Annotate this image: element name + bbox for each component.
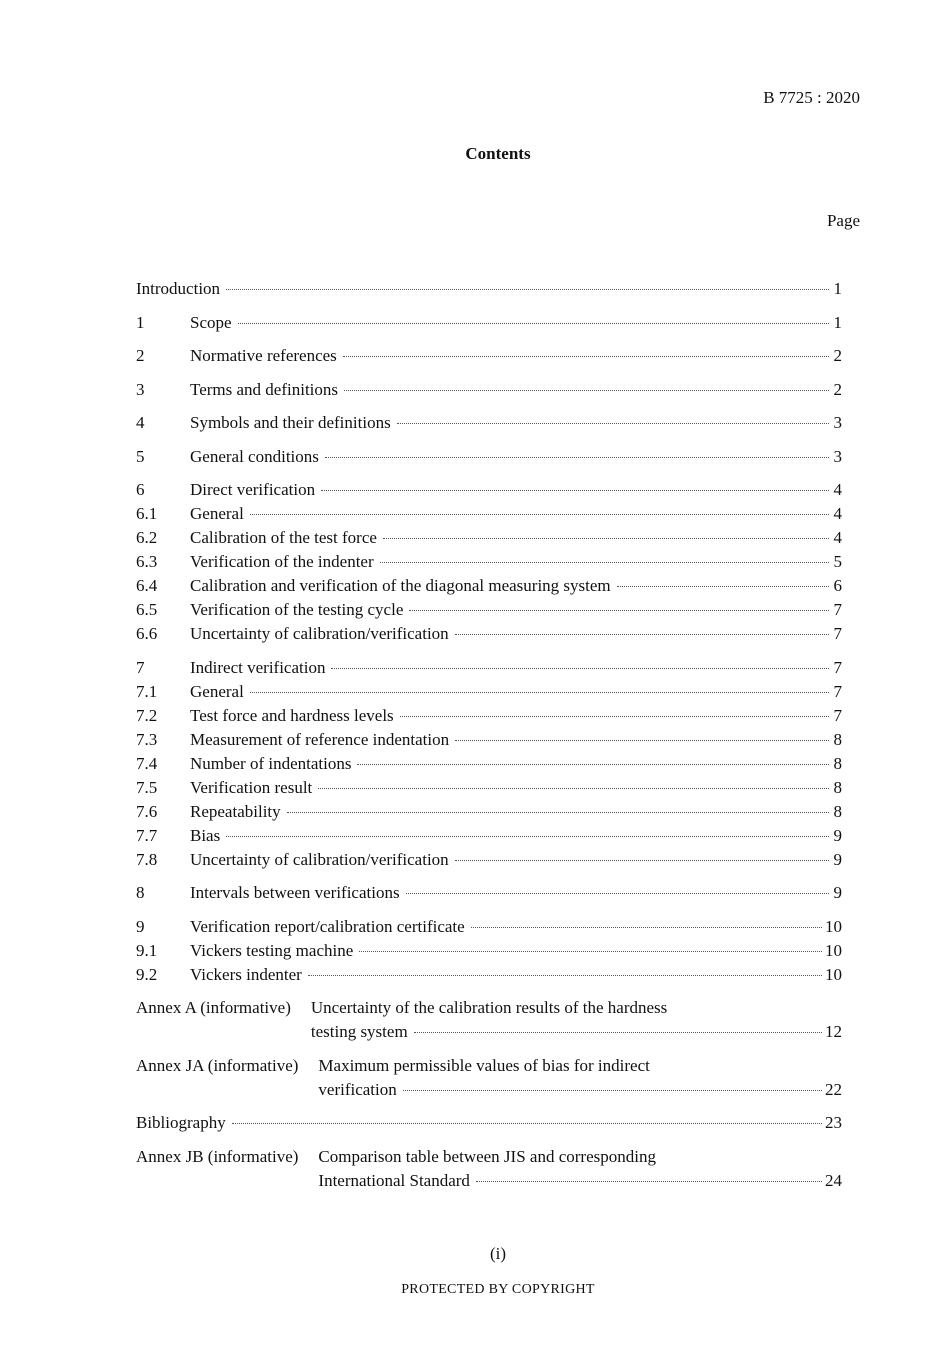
dot-leader — [409, 610, 829, 611]
toc-entry-number: 6.3 — [136, 552, 158, 571]
toc-entry-number: 7.2 — [136, 705, 158, 725]
toc-entry-page: 10 — [825, 940, 842, 960]
toc-entry-number: 7.1 — [136, 681, 158, 701]
toc-entry[interactable] — [136, 344, 842, 368]
annex-jb-body — [298, 1145, 842, 1193]
toc-entry[interactable] — [136, 848, 842, 872]
toc-entry-number: 9.1 — [136, 940, 158, 960]
toc-entry-number: 9.2 — [136, 964, 158, 984]
toc-entry-title: Symbols and their definitions — [190, 413, 391, 432]
toc-entry-page: 3 — [833, 446, 842, 466]
dot-leader — [414, 1032, 822, 1033]
annex-ja-body — [298, 1054, 842, 1102]
dot-leader — [380, 562, 829, 563]
toc-entry-title: Bias — [190, 825, 221, 845]
footer-copyright: PROTECTED BY COPYRIGHT — [401, 1282, 595, 1297]
dot-leader — [226, 836, 829, 837]
toc-entry-page: 7 — [833, 624, 842, 643]
toc-entry-title: General conditions — [190, 446, 319, 466]
toc-entry-page: 8 — [833, 777, 842, 797]
toc-entry[interactable] — [136, 311, 842, 335]
page-title: Contents — [465, 144, 531, 163]
toc-entry-page: 10 — [825, 964, 842, 984]
toc-entry-title: Indirect verification — [190, 657, 326, 677]
footer-page-number: (i) — [489, 1244, 507, 1263]
dot-leader — [226, 289, 829, 290]
annex-a-body — [291, 996, 842, 1044]
toc-entry-annex-ja[interactable] — [136, 1054, 842, 1102]
toc-entry-page: 4 — [833, 528, 842, 547]
toc-entry-page: 7 — [833, 657, 842, 677]
dot-leader — [318, 788, 829, 789]
annex-ja-title-line2: verification — [318, 1079, 397, 1099]
toc-entry-title: Intervals between verifications — [190, 883, 400, 902]
dot-leader — [331, 668, 829, 669]
annex-jb-label: Annex JB (informative) — [136, 1146, 299, 1166]
toc-entry-number: 9 — [136, 916, 145, 936]
annex-a-page: 12 — [825, 1022, 842, 1041]
toc-entry-page: 1 — [833, 312, 842, 332]
toc-entry-number: 8 — [136, 883, 145, 902]
toc-entry-page: 10 — [825, 916, 842, 936]
toc-entry[interactable] — [136, 478, 842, 502]
toc-entry-number: 7.6 — [136, 801, 158, 821]
toc-entry[interactable] — [136, 963, 842, 987]
toc-entry[interactable] — [136, 445, 842, 469]
toc-entry-annex-a[interactable] — [136, 996, 842, 1044]
toc-entry-title: Uncertainty of calibration/verification — [190, 624, 449, 643]
toc-entry[interactable] — [136, 550, 842, 574]
toc-entry-title: Repeatability — [190, 801, 281, 821]
toc-entry[interactable] — [136, 752, 842, 776]
toc-entry[interactable] — [136, 656, 842, 680]
toc-entry[interactable] — [136, 574, 842, 598]
toc-entry-title: Measurement of reference indentation — [190, 729, 450, 749]
toc-entry-number: 6.1 — [136, 504, 158, 523]
toc-entry-page: 1 — [833, 279, 842, 298]
dot-leader — [238, 323, 829, 324]
toc-entry-page: 5 — [833, 552, 842, 571]
dot-leader — [359, 951, 822, 952]
toc-entry-page: 7 — [833, 681, 842, 701]
toc-entry-title: Calibration and verification of the diagonal measuring system — [190, 576, 611, 595]
toc-entry[interactable] — [136, 526, 842, 550]
toc-entry-title: Direct verification — [190, 480, 316, 499]
toc-list — [136, 277, 842, 987]
toc-entry[interactable] — [136, 704, 842, 728]
bibliography-label: Bibliography — [136, 1113, 226, 1132]
toc-entry-number: 7.5 — [136, 777, 158, 797]
annex-ja-title-line2-row — [318, 1078, 842, 1102]
toc-entry-number: 7.3 — [136, 729, 158, 749]
toc-entry-page: 4 — [833, 504, 842, 523]
toc-entry-page: 7 — [833, 600, 842, 619]
toc-entry-number: 6.6 — [136, 624, 158, 643]
toc-entry-page: 8 — [833, 729, 842, 749]
dot-leader — [455, 634, 829, 635]
toc-entry[interactable] — [136, 680, 842, 704]
toc-entry-title: Verification result — [190, 777, 313, 797]
table-of-contents — [136, 277, 842, 1193]
annex-a-label: Annex A (informative) — [136, 998, 291, 1017]
toc-entry-number: 7.7 — [136, 825, 158, 845]
toc-entry-title: Verification report/calibration certificate — [190, 916, 465, 936]
toc-entry-title: Number of indentations — [190, 753, 352, 773]
toc-entry[interactable] — [136, 502, 842, 526]
toc-entry-number: 6.5 — [136, 600, 158, 619]
toc-entry-title: Vickers testing machine — [190, 940, 354, 960]
annex-ja-label: Annex JA (informative) — [136, 1055, 299, 1075]
toc-entry-number: 1 — [136, 312, 145, 332]
toc-entry-number: 6.4 — [136, 576, 158, 595]
page-column-label: Page — [826, 211, 860, 230]
toc-entry-title: Scope — [190, 312, 232, 332]
toc-entry-number: 7 — [136, 657, 145, 677]
annex-jb-title-line2-row — [318, 1169, 842, 1193]
toc-entry[interactable] — [136, 411, 842, 435]
toc-entry-title: General — [190, 504, 244, 523]
toc-entry-page: 9 — [833, 825, 842, 845]
toc-entry[interactable] — [136, 277, 842, 301]
toc-entry[interactable] — [136, 776, 842, 800]
dot-leader — [400, 716, 829, 717]
annex-a-title-line2-row — [311, 1020, 842, 1044]
toc-entry-title: Introduction — [136, 279, 221, 298]
dot-leader — [397, 423, 829, 424]
toc-entry-title: General — [190, 681, 244, 701]
toc-entry[interactable] — [136, 939, 842, 963]
toc-entry-page: 7 — [833, 705, 842, 725]
toc-entry-title: Uncertainty of calibration/verification — [190, 849, 449, 869]
dot-leader — [250, 514, 829, 515]
toc-entry-page: 2 — [833, 379, 842, 399]
annex-jb-title-line1: Comparison table between JIS and corresponding — [318, 1146, 656, 1166]
dot-leader — [343, 356, 829, 357]
document-number: B 7725 : 2020 — [763, 88, 860, 107]
toc-entry-page: 4 — [833, 480, 842, 499]
dot-leader — [383, 538, 829, 539]
toc-entry-number: 7.4 — [136, 753, 158, 773]
toc-entry-title: Verification of the testing cycle — [190, 600, 404, 619]
toc-entry[interactable] — [136, 881, 842, 905]
toc-entry-title: Normative references — [190, 346, 337, 365]
annex-a-title-line1: Uncertainty of the calibration results of the hardness — [310, 998, 668, 1017]
dot-leader — [308, 975, 822, 976]
toc-entry-title: Verification of the indenter — [190, 552, 374, 571]
dot-leader — [287, 812, 829, 813]
toc-entry-page: 9 — [833, 849, 842, 869]
dot-leader — [344, 390, 829, 391]
bibliography-page: 23 — [825, 1113, 842, 1132]
toc-entry-number: 7.8 — [136, 849, 158, 869]
annex-ja-page: 22 — [825, 1079, 842, 1099]
toc-entry-title: Calibration of the test force — [190, 528, 377, 547]
annex-a-title-line2: testing system — [310, 1022, 408, 1041]
dot-leader — [455, 740, 829, 741]
toc-entry-page: 6 — [833, 576, 842, 595]
toc-entry-number: 5 — [136, 446, 145, 466]
toc-entry[interactable] — [136, 378, 842, 402]
toc-entry-title: Vickers indenter — [190, 964, 302, 984]
toc-entry[interactable] — [136, 800, 842, 824]
toc-entry[interactable] — [136, 622, 842, 646]
toc-entry-page: 8 — [833, 753, 842, 773]
toc-entry-page: 9 — [833, 883, 842, 902]
toc-entry-page: 8 — [833, 801, 842, 821]
toc-entry-number: 3 — [136, 379, 145, 399]
toc-entry-page: 2 — [833, 346, 842, 365]
toc-entry-number: 6 — [136, 480, 145, 499]
toc-entry-page: 3 — [833, 413, 842, 432]
toc-entry[interactable] — [136, 598, 842, 622]
toc-entry-number: 2 — [136, 346, 145, 365]
toc-entry-bibliography[interactable] — [136, 1111, 842, 1135]
toc-entry-title: Terms and definitions — [190, 379, 339, 399]
dot-leader — [403, 1090, 822, 1091]
dot-leader — [617, 586, 829, 587]
toc-entry-title: Test force and hardness levels — [190, 705, 394, 725]
dot-leader — [476, 1181, 822, 1182]
annex-ja-title-line1: Maximum permissible values of bias for indirect — [318, 1055, 650, 1075]
dot-leader — [357, 764, 829, 765]
toc-entry-number: 6.2 — [136, 528, 158, 547]
dot-leader — [325, 457, 829, 458]
toc-entry[interactable] — [136, 728, 842, 752]
toc-entry[interactable] — [136, 824, 842, 848]
annex-jb-title-line2: International Standard — [318, 1170, 470, 1190]
toc-entry-annex-jb[interactable] — [136, 1145, 842, 1193]
dot-leader — [321, 490, 829, 491]
toc-entry-number: 4 — [136, 413, 145, 432]
dot-leader — [232, 1123, 822, 1124]
annex-jb-page: 24 — [825, 1170, 842, 1190]
dot-leader — [406, 893, 829, 894]
toc-entry[interactable] — [136, 915, 842, 939]
dot-leader — [471, 927, 822, 928]
dot-leader — [250, 692, 829, 693]
dot-leader — [455, 860, 829, 861]
